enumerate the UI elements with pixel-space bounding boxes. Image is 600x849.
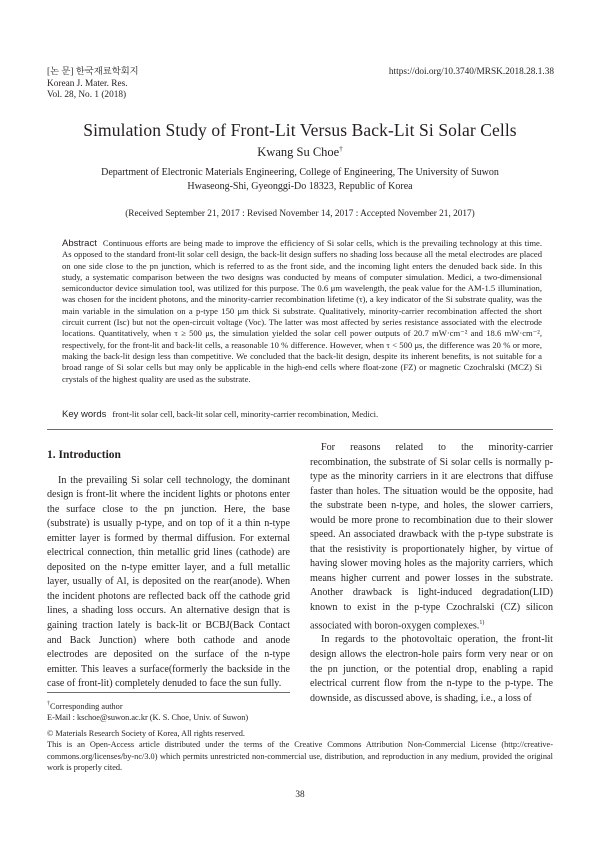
doi-link[interactable]: https://doi.org/10.3740/MRSK.2018.28.1.38 xyxy=(388,67,554,77)
corresponding-author-label: Corresponding author xyxy=(50,701,123,711)
author-email: E-Mail : kschoe@suwon.ac.kr (K. S. Choe, Univ. of Suwon) xyxy=(47,713,249,723)
paper-title: Simulation Study of Front-Lit Versus Back-Lit Si Solar Cells xyxy=(83,120,517,140)
journal-english-name: Korean J. Mater. Res. xyxy=(47,78,128,89)
reference-mark: 1) xyxy=(479,619,485,626)
keywords-text: front-lit solar cell, back-lit solar cell, minority-carrier recombination, Medici. xyxy=(112,409,379,419)
affiliation xyxy=(0,166,600,194)
received-dates: (Received September 21, 2017 : Revised November 14, 2017 : Accepted November 21, 2017) xyxy=(125,209,475,219)
intro-paragraph-3: In regards to the photovoltaic operation, the front-lit design allows the electron-hole pairs form very near or on the pn junction, or the potential drop, enabling a rapid electrical current flow from the n-type to the p-type. The downside, as discussed above, is shading, i.e., a loss of xyxy=(310,634,553,704)
footnote-divider xyxy=(47,692,290,693)
affiliation-line-2: Hwaseong-Shi, Gyeonggi-Do 18323, Republic of Korea xyxy=(187,181,413,192)
journal-korean-name: [논 문] 한국재료학회지 xyxy=(47,67,139,77)
keywords-label: Key words xyxy=(62,409,107,420)
right-column xyxy=(310,441,553,706)
author-line xyxy=(0,145,600,160)
section-heading: 1. Introduction xyxy=(47,449,121,461)
page-number: 38 xyxy=(295,790,305,800)
intro-paragraph-2 xyxy=(310,441,553,633)
abstract xyxy=(62,238,542,385)
journal-header xyxy=(47,67,139,102)
affiliation-line-1: Department of Electronic Materials Engineering, College of Engineering, The University of Suwon xyxy=(101,167,499,178)
author-name: Kwang Su Choe xyxy=(257,145,340,160)
license-text: This is an Open-Access article distributed under the terms of the Creative Commons Attribution Non-Commercial License (http://creative-commons.org/licenses/by-nc/3.0) which permits unrestricted non-commercial use, distribution, and reproduction in any medium, provided the original work is properly cited. xyxy=(47,740,553,772)
corresponding-mark: † xyxy=(339,145,343,153)
copyright-line: © Materials Research Society of Korea, All rights reserved. xyxy=(47,729,245,738)
abstract-label: Abstract xyxy=(62,238,97,249)
journal-volume: Vol. 28, No. 1 (2018) xyxy=(47,90,127,100)
footnote xyxy=(47,699,248,723)
footnote-mark: † xyxy=(47,701,50,707)
copyright-block xyxy=(47,728,553,773)
intro-paragraph-1: In the prevailing Si solar cell technology, the dominant design is front-lit where the incident lights or photons enter the surface close to the pn junction. Here, the base (substrate) is usually p-type, and on top of it a thin n-type emitter layer is formed by thermal diffusion. For external electrical connection, thin metallic grid lines (cathode) are deposited on the n-type emitter layer, and a full metallic layer, usually of Al, is deposited on the rear(anode). When the incident photons are reflected back off the cathode grid lines, a shading loss occurs. An alternative design that is gaining traction lately is back-lit or BCBJ(Back Contact and Back Junction) where both cathode and anode electrodes are deposited on the surface of the n-type emitter. This leaves a surface(formerly the backside in the case of front-lit) completely denuded to face the sun fully. xyxy=(47,474,290,690)
abstract-divider xyxy=(47,429,553,430)
left-column xyxy=(47,448,290,692)
intro-paragraph-2-text: For reasons related to the minority-carrier recombination, the substrate of Si solar cells is normally p-type as the minority carriers in it are electrons that diffuse faster than holes. The situation would be the opposite, had the substrate been n-type, and holes, the slower carriers, would be more prone to recombination due to their slower speed. An associated drawback with the p-type substrate is that the resistivity is proportionately higher, by virtue of having slower moving holes as the majority carriers, which means higher current and power losses in the substrate. Another drawback is light-induced degradation(LID) known to exist in the p-type Czochralski (CZ) silicon associated with boron-oxygen complexes. xyxy=(310,442,553,631)
keywords xyxy=(62,409,542,420)
abstract-text: Continuous efforts are being made to improve the efficiency of Si solar cells, which is the prevailing technology at this time. As opposed to the standard front-lit solar cell design, the back-lit design suffers no shading loss because all the metal electrodes are placed on one side close to the pn junction, which is referred to as the front side, and the incoming light enters the denuded back side. In this study, a systematic comparison between the two designs was conducted by means of computer simulation. Medici, a two-dimensional semiconductor device simulation tool, was utilized for this purpose. The 0.6 μm wavelength, the peak value for the AM-1.5 illumination, was chosen for the incident photons, and the minority-carrier recombination lifetime (τ), a key indicator of the Si substrate quality, was the main variable in the simulation on a p-type 150 μm thick Si substrate. Qualitatively, minority-carrier recombination affected the short circuit current (Isc) but not the open-circuit voltage (Voc). The latter was most affected by series resistance associated with the electrode locations. Quantitatively, when τ ≥ 500 μs, the simulation yielded the solar cell power outputs of 20.7 mW·cm⁻² and 18.6 mW·cm⁻², respectively, for the front-lit and back-lit cells, a reasonable 10 % difference. However, when τ < 500 μs, the difference was 20 % or more, making the back-lit design less than competitive. We concluded that the back-lit design, despite its inherent benefits, is not suitable for a broad range of Si solar cells but may only be applicable in the high-end cells where float-zone (FZ) or magnetic Czochralski (MCZ) Si crystals of the highest quality are used as the substrate. xyxy=(62,238,542,384)
